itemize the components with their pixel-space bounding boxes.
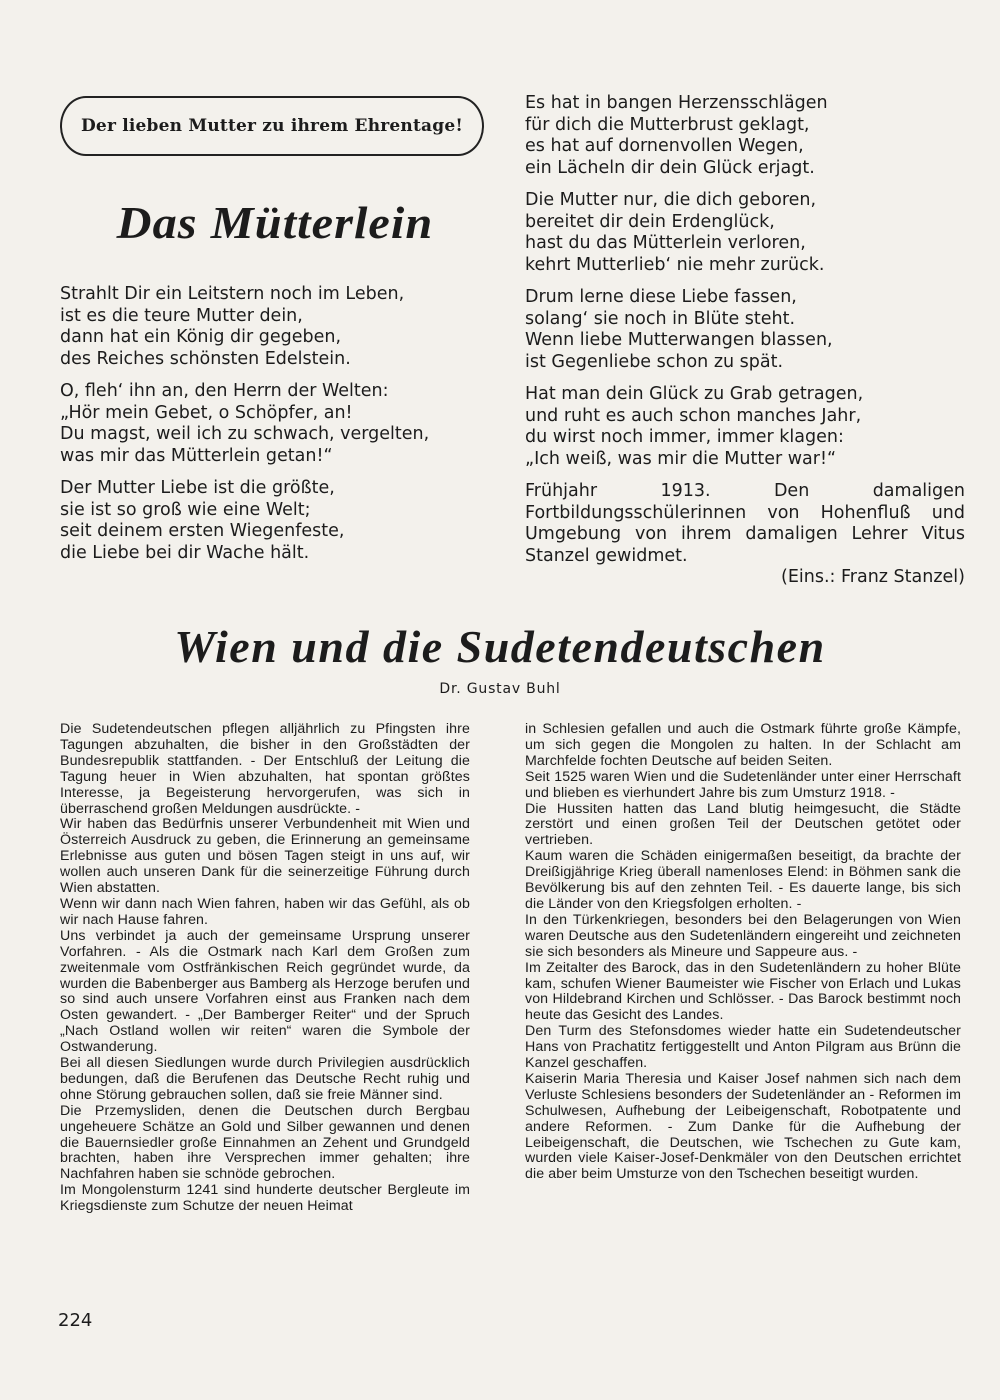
poem-line: ein Lächeln dir dein Glück erjagt. <box>525 157 815 178</box>
article-title: Wien und die Sudetendeutschen <box>174 621 826 672</box>
poem-line: des Reiches schönsten Edelstein. <box>60 348 351 369</box>
poem-line: Wenn liebe Mutterwangen blassen, <box>525 330 833 350</box>
article-paragraph: Uns verbindet ja auch der gemeinsame Ursprung unserer Vorfahren. - Als die Ostmark nach Karl dem Großen zum zweitenmale vom Ostfränkischen Reich gegründet wurde, da wurden die Babenberger aus Bamberg als Herzoge berufen und so sind auch unsere Vorfahren einst aus Franken nach dem Osten gewandert. - „Der Bamberger Reiter“ und der Spruch „Nach Ostland wollen wir reiten“ waren die Symbole der Ostwanderung. <box>60 927 470 1056</box>
poem-line: kehrt Mutterlieb‘ nie mehr zurück. <box>525 254 825 275</box>
poem-line: die Liebe bei dir Wache hält. <box>60 542 310 563</box>
poem-line: dann hat ein König dir gegeben, <box>60 327 342 347</box>
poem-title: Das Mütterlein <box>116 197 434 248</box>
poem-line: du wirst noch immer, immer klagen: <box>525 427 844 447</box>
article-paragraph: Die Hussiten hatten das Land blutig heimgesucht, die Städte zerstört und einen großen Teil der Deutschen getötet oder vertrieben. <box>525 800 961 849</box>
poem-stanza <box>525 384 965 470</box>
poem-line: Du magst, weil ich zu schwach, vergelten, <box>60 424 430 444</box>
poem-stanza <box>60 478 500 564</box>
poem-line: Strahlt Dir ein Leitstern noch im Leben, <box>60 284 405 304</box>
dedication-banner <box>60 96 484 156</box>
article-paragraph: Kaum waren die Schäden einigermaßen beseitigt, da brachte der Dreißigjährige Krieg überall namenloses Elend: in Böhmen sank die Bevölkerung bis auf den zehnten Teil. - Es dauerte lange, bis sich die Länder von den Kriegsfolgen erholten. - <box>525 848 961 912</box>
article-paragraph: Die Przemysliden, denen die Deutschen durch Bergbau ungeheuere Schätze an Gold und Silber gewannen und denen die Bauernsiedler große Einnahmen an Zehent und Grundgeld brachten, haben ihre Versprechen immer gehalten; ihre Nachfahren haben sie schnöde gebrochen. <box>60 1102 470 1183</box>
article-author: Dr. Gustav Buhl <box>439 681 561 697</box>
poem-line: hast du das Mütterlein verloren, <box>525 233 806 253</box>
article-right-column <box>525 722 961 1183</box>
article-paragraph: Bei all diesen Siedlungen wurde durch Privilegien ausdrücklich bedungen, daß die Berufenen das Deutsche Recht ruhig und ohne Störung gebrauchen sollen, daß sie freie Männer sind. <box>60 1055 470 1103</box>
article-paragraph: Im Mongolensturm 1241 sind hunderte deutscher Bergleute im Kriegsdienste zum Schutze der neuen Heimat <box>60 1182 470 1215</box>
article-paragraph: Wenn wir dann nach Wien fahren, haben wir das Gefühl, als ob wir nach Hause fahren. <box>60 895 470 928</box>
poem-line: für dich die Mutterbrust geklagt, <box>525 114 810 135</box>
article-paragraph: Den Turm des Stefonsdomes wieder hatte ein Sudetendeutscher Hans von Prachatitz fertiggestellt und Anton Pilgram aus Brünn die Kanzel geschaffen. <box>525 1023 961 1072</box>
page-number: 224 <box>58 1310 93 1331</box>
poem-stanza <box>525 93 965 179</box>
dedication-text: Frühjahr 1913. Den damaligen Fortbildungsschülerinnen von Hohenfluß und Umgebung von ihrem damaligen Lehrer Vitus Stanzel gewidmet. <box>525 481 965 566</box>
poem-line: Es hat in bangen Herzensschlägen <box>525 93 828 113</box>
poem-stanza <box>60 284 500 370</box>
poem-line: Die Mutter nur, die dich geboren, <box>525 190 817 210</box>
article-paragraph: Im Zeitalter des Barock, das in den Sudetenländern zu hoher Blüte kam, schufen Wiener Baumeister wie Fischer von Erlach und Lukas von Hildebrand Kirchen und Schlösser. - Das Barock bestimmt noch heute das Gesicht des Landes. <box>525 959 961 1024</box>
article-paragraph: in Schlesien gefallen und auch die Ostmark führte große Kämpfe, um sich gegen die Mongolen zu halten. In der Schlacht am Marchfelde fochten Deutsche auf beiden Seiten. <box>525 721 961 769</box>
poem-line: ist es die teure Mutter dein, <box>60 305 303 326</box>
banner-text: Der lieben Mutter zu ihrem Ehrentage! <box>80 116 464 136</box>
poem-line: und ruht es auch schon manches Jahr, <box>525 405 862 426</box>
poem-line: was mir das Mütterlein getan!“ <box>60 445 333 466</box>
poem-line: solang‘ sie noch in Blüte steht. <box>525 308 796 329</box>
article-paragraph: Seit 1525 waren Wien und die Sudetenländer unter einer Herrschaft und blieben es vierhundert Jahre bis zum Umsturz 1918. - <box>525 768 961 801</box>
poem-line: „Hör mein Gebet, o Schöpfer, an! <box>60 402 353 423</box>
article-paragraph: Kaiserin Maria Theresia und Kaiser Josef nahmen sich nach dem Verluste Schlesiens besonders der Sudetenländer an - Reformen im Schulwesen, Aufhebung der Leibeigenschaft, Robotpatente und andere Reformen. - Zum Danke für die Aufhebung der Leibeigenschaft, die Deutschen, wie Tschechen zu Gute kam, wurden viele Kaiser-Josef-Denkmäler von den Deutschen errichtet die aber beim Umsturze von den Tschechen beseitigt wurden. <box>525 1070 961 1183</box>
poem-line: bereitet dir dein Erdenglück, <box>525 211 775 232</box>
dedication-credit: (Eins.: Franz Stanzel) <box>781 567 965 587</box>
poem-line: ist Gegenliebe schon zu spät. <box>525 351 784 372</box>
poem-dedication <box>525 481 965 589</box>
poem-line: „Ich weiß, was mir die Mutter war!“ <box>525 448 837 469</box>
poem-stanza <box>525 287 965 373</box>
poem-right-column <box>525 93 965 600</box>
poem-stanza <box>60 381 500 467</box>
poem-stanza <box>525 190 965 276</box>
poem-line: Drum lerne diese Liebe fassen, <box>525 287 797 307</box>
poem-left-column <box>60 284 500 575</box>
article-paragraph: Die Sudetendeutschen pflegen alljährlich zu Pfingsten ihre Tagungen abzuhalten, die bisher in den Großstädten der Bundesrepublik stattfanden. - Der Entschluß der Leitung die Tagung heuer in Wien abzuhalten, hat spontan größtes Interesse, ja Begeisterung hervorgerufen, was sich in überraschend großen Meldungen ausdrückte. - <box>60 721 470 817</box>
article-paragraph: In den Türkenkriegen, besonders bei den Belagerungen von Wien waren Deutsche aus den Sudetenländern eingereiht und zeichneten sie sich besonders als Mineure und Sappeure aus. - <box>525 911 961 960</box>
poem-line: O, fleh‘ ihn an, den Herrn der Welten: <box>60 381 389 401</box>
poem-line: sie ist so groß wie eine Welt; <box>60 499 311 520</box>
poem-line: es hat auf dornenvollen Wegen, <box>525 136 804 156</box>
poem-line: Hat man dein Glück zu Grab getragen, <box>525 384 864 404</box>
poem-line: seit deinem ersten Wiegenfeste, <box>60 521 345 541</box>
poem-line: Der Mutter Liebe ist die größte, <box>60 478 335 498</box>
article-left-column <box>60 722 470 1215</box>
article-paragraph: Wir haben das Bedürfnis unserer Verbundenheit mit Wien und Österreich Ausdruck zu geben, die Erinnerung an gemeinsame Erlebnisse aus guten und bösen Tagen steigt in uns auf, wir wollen auch unseren Dank für die seinerzeitige Führung durch Wien abstatten. <box>60 816 470 897</box>
